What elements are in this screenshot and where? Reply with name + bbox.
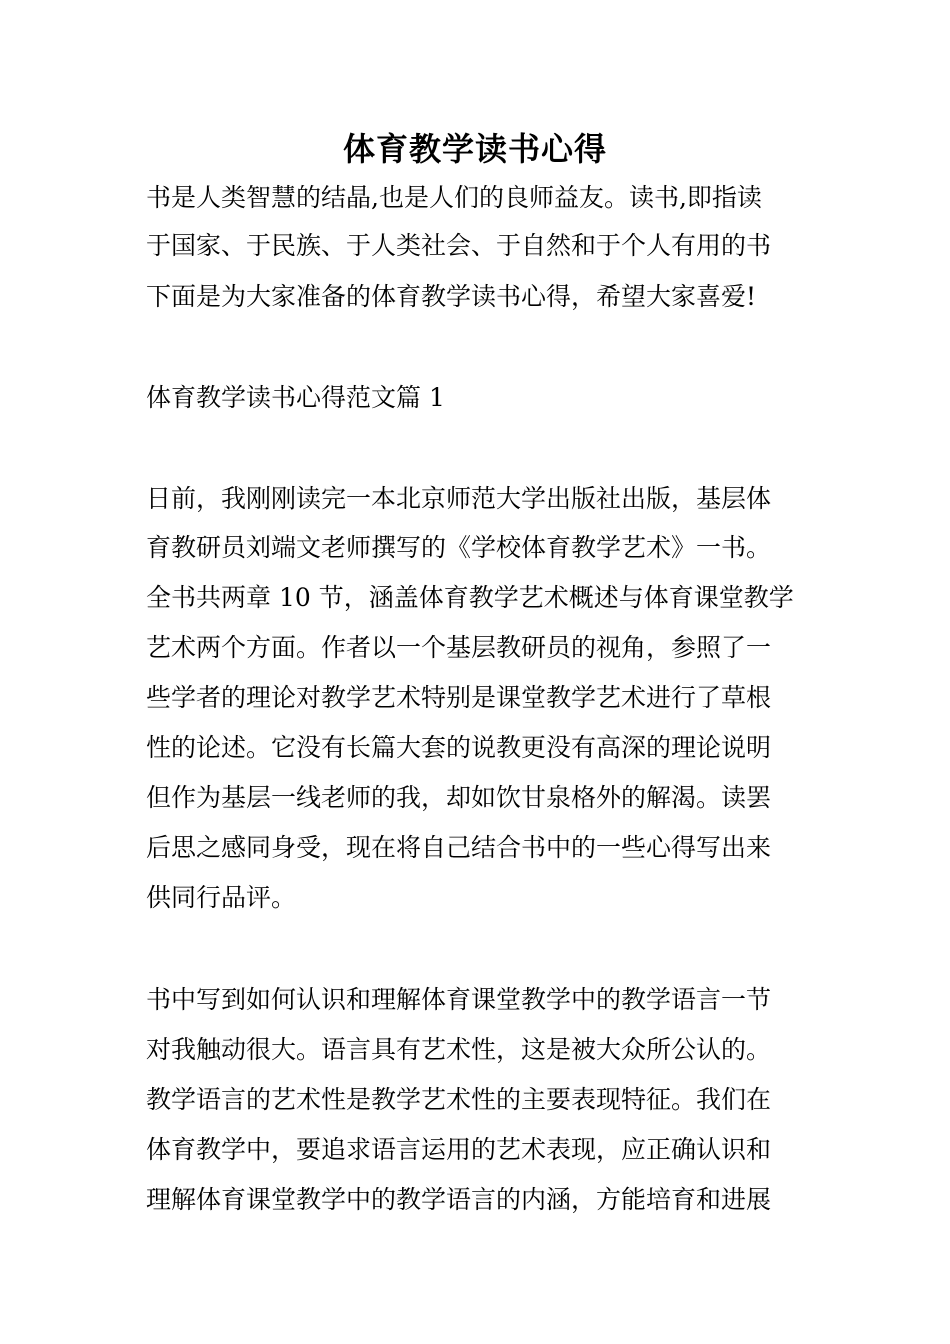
paragraph2-line-1: 书中写到如何认识和理解体育课堂教学中的教学语言一节 [146,985,772,1014]
paragraph1-line-1: 日前，我刚刚读完一本北京师范大学出版社出版，基层体 [146,484,772,513]
intro-line-2: 于国家、于民族、于人类社会、于自然和于个人有用的书 [146,231,772,260]
paragraph2-line-5: 理解体育课堂教学中的教学语言的内涵，方能培育和进展 [146,1185,772,1214]
paragraph1-line-2: 育教研员刘端文老师撰写的《学校体育教学艺术》一书。 [146,533,772,562]
paragraph1-line-9: 供同行品评。 [146,883,297,912]
paragraph1-line-5: 些学者的理论对教学艺术特别是课堂教学艺术进行了草根 [146,683,772,712]
paragraph2-line-3: 教学语言的艺术性是教学艺术性的主要表现特征。我们在 [146,1085,772,1114]
paragraph1-line-7: 但作为基层一线老师的我，却如饮甘泉格外的解渴。读罢 [146,783,772,812]
paragraph2-line-4: 体育教学中，要追求语言运用的艺术表现，应正确认识和 [146,1135,772,1164]
intro-line-1: 书是人类智慧的结晶,也是人们的良师益友。读书,即指读 [146,183,762,212]
paragraph1-line-6: 性的论述。它没有长篇大套的说教更没有高深的理论说明 [146,733,772,762]
paragraph1-line-8: 后思之感同身受，现在将自己结合书中的一些心得写出来 [146,833,772,862]
paragraph2-line-2: 对我触动很大。语言具有艺术性，这是被大众所公认的。 [146,1035,772,1064]
intro-line-3: 下面是为大家准备的体育教学读书心得，希望大家喜爱! [146,282,757,311]
paragraph1-line-3: 全书共两章 10 节，涵盖体育教学艺术概述与体育课堂教学 [146,583,794,612]
document-title: 体育教学读书心得 [342,130,607,168]
paragraph1-line-4: 艺术两个方面。作者以一个基层教研员的视角，参照了一 [146,633,772,662]
section-heading: 体育教学读书心得范文篇 1 [146,383,445,412]
